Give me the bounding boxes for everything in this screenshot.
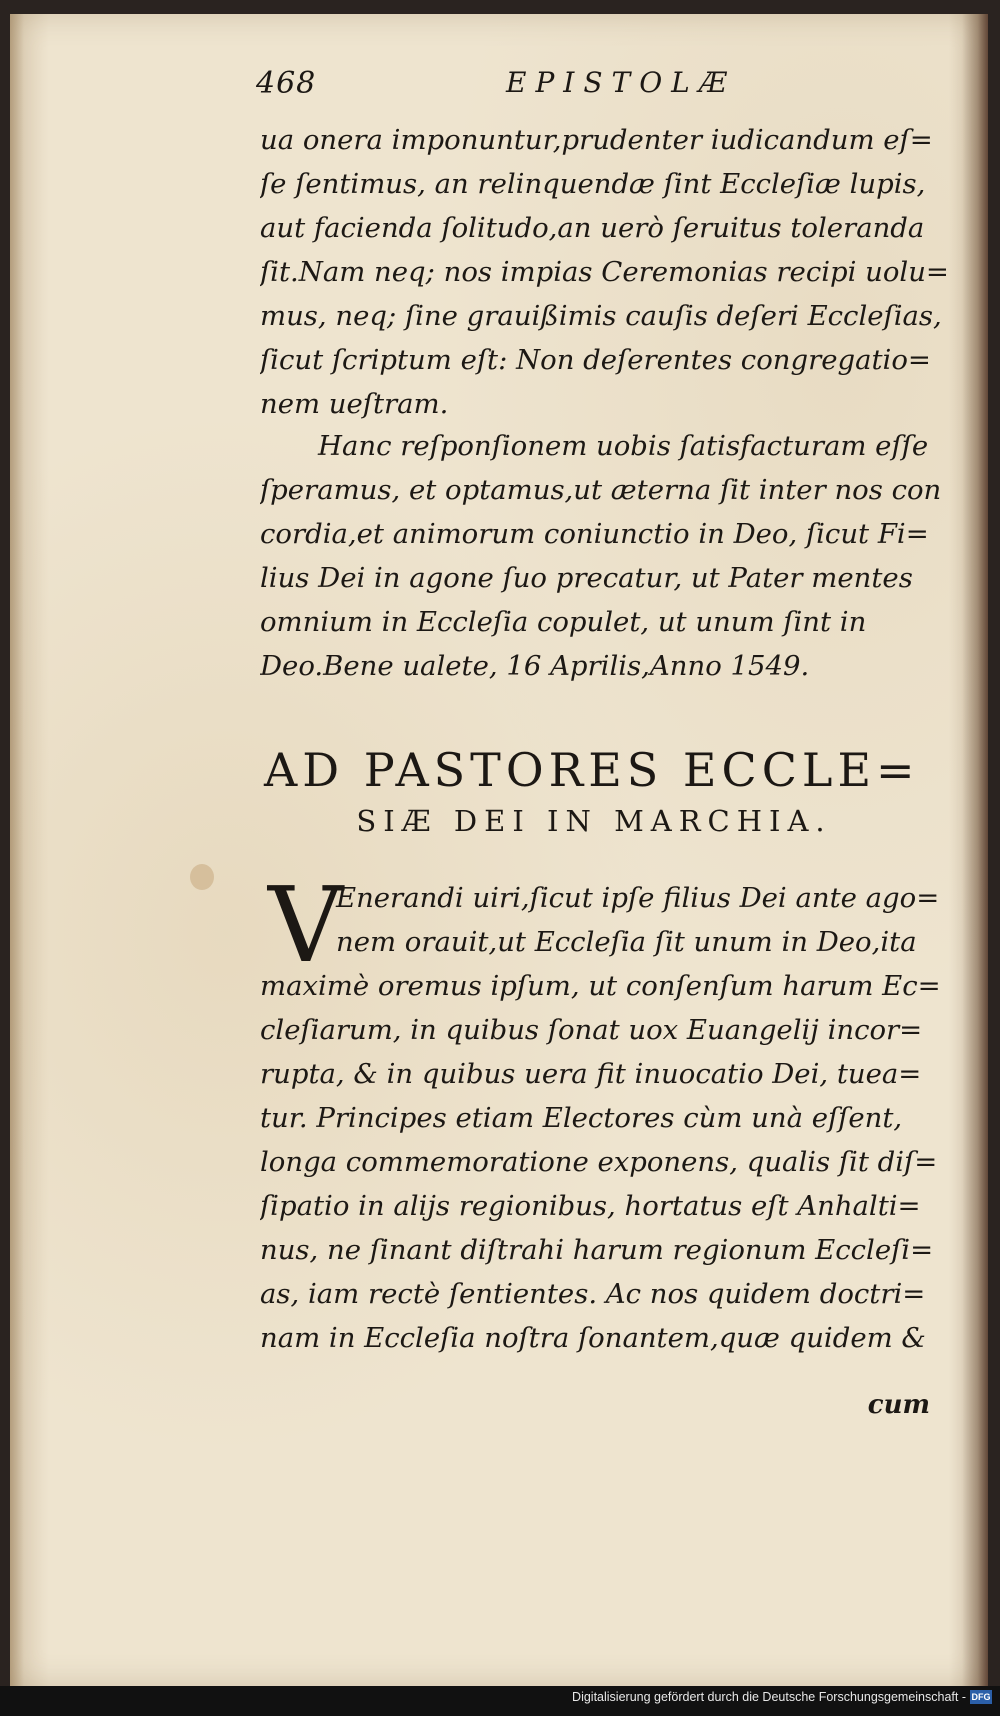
text-line: mus, neq; ſine grauißimis cauſis deſeri Eccleſias, [260,300,942,332]
page-header [256,66,776,116]
page-number: 468 [256,66,317,101]
text-line: as, iam rectè ſentientes. Ac nos quidem doctri= [260,1278,926,1310]
text-line: omnium in Eccleſia copulet, ut unum ſint in [260,606,867,638]
drop-cap: V [268,864,344,986]
text-line: ua onera imponuntur,prudenter iudicandum eſ= [260,124,933,156]
text-line: lius Dei in agone ſuo precatur, ut Pater mentes [260,562,913,594]
letter-heading-line-2: SIÆ DEI IN MARCHIA. [356,804,832,838]
text-line: cleſiarum, in quibus ſonat uox Euangelij incor= [260,1014,923,1046]
text-line: aut facienda ſolitudo,an uerò ſeruitus toleranda [260,212,925,244]
dfg-logo-icon[interactable]: DFG [971,1692,991,1702]
text-line: ſperamus, et optamus,ut æterna ſit inter nos con [260,474,942,506]
page-edge-left [10,14,24,1686]
text-line: longa commemoratione exponens, qualis ſit diſ= [260,1146,938,1178]
text-line: tur. Principes etiam Electores cùm unà eſſent, [260,1102,903,1134]
text-line: Deo.Bene ualete, 16 Aprilis,Anno 1549. [260,650,810,682]
text-line: maximè oremus ipſum, ut conſenſum harum Ec= [260,970,941,1002]
text-line: ſit.Nam neq; nos impias Ceremonias recipi uolu= [260,256,949,288]
paper-stain [190,864,214,890]
paragraph-continued [260,118,960,426]
funding-credit: Digitalisierung gefördert durch die Deutsche Forschungsgemeinschaft - [572,1690,966,1704]
text-line: cordia,et animorum coniunctio in Deo, ſicut Fi= [260,518,929,550]
closing-paragraph [260,424,960,688]
text-line: ſipatio in alijs regionibus, hortatus eſt Anhalti= [260,1190,921,1222]
catchword: cum [867,1390,930,1420]
text-line: Enerandi uiri,ſicut ipſe filius Dei ante ago= [336,882,940,914]
text-line: nem orauit,ut Eccleſia ſit unum in Deo,ita [336,926,917,958]
page-gutter-shadow [962,14,988,1686]
text-line: rupta, & in quibus uera fit inuocatio Dei, tuea= [260,1058,922,1090]
running-head: EPISTOLÆ [506,66,736,99]
text-line: nem ueſtram. [260,388,449,420]
text-line: ſe ſentimus, an relinquendæ ſint Eccleſiæ lupis, [260,168,926,200]
text-line: ſicut ſcriptum eſt: Non deſerentes congregatio= [260,344,931,376]
text-line: nam in Eccleſia noſtra ſonantem,quæ quidem & [260,1322,926,1354]
letter-heading-line-1: AD PASTORES ECCLE= [264,743,920,797]
text-line: Hanc reſponſionem uobis ſatisfacturam eſſe [318,430,929,462]
letter-body [260,864,960,1360]
text-line: nus, ne ſinant diſtrahi harum regionum Eccleſi= [260,1234,934,1266]
